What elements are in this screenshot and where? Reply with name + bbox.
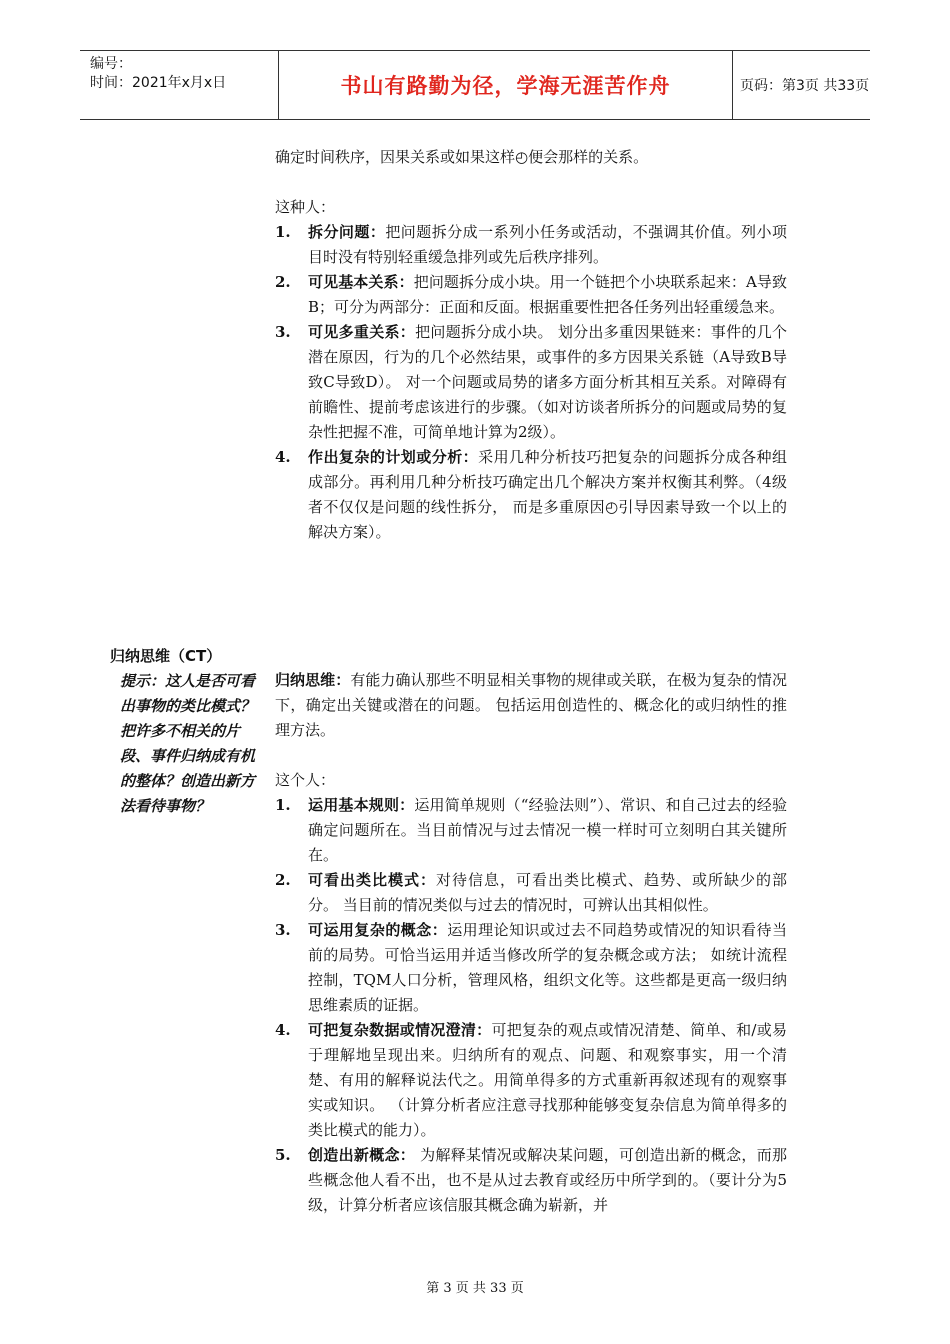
list-item — [275, 793, 787, 868]
page-label: 页码：第3页 共33页 — [740, 78, 870, 94]
list-item — [275, 918, 787, 1018]
intro-title: 归纳思维： — [275, 671, 351, 689]
item-title: 可见基本关系： — [308, 273, 414, 291]
item-title: 可运用复杂的概念： — [308, 921, 448, 939]
page-header — [80, 50, 870, 120]
list-item — [275, 1143, 787, 1218]
item-number: 5. — [275, 1146, 291, 1164]
item-title: 可见多重关系： — [308, 323, 416, 341]
list-item — [275, 220, 787, 270]
page-footer: 第 3 页 共 33 页 — [426, 1281, 524, 1296]
item-number: 4. — [275, 448, 291, 466]
number-label: 编号： — [90, 56, 132, 72]
section1-intro: 确定时间秩序，因果关系或如果这样◴便会那样的关系。 — [275, 148, 649, 166]
header-motto-cell — [278, 51, 733, 119]
section-analytic — [275, 145, 787, 545]
item-text: 可把复杂的观点或情况清楚、简单、和/或易于理解地呈现出来。归纳所有的观点、问题、和观察事实，用一个清楚、有用的解释说法代之。用简单得多的方式重新再叙述现有的观察事实或知识。 （计算分析者应注意寻找那种能够变复杂信息为简单得多的类比模式的能力）。 — [308, 1021, 787, 1139]
item-title: 可看出类比模式： — [308, 871, 436, 889]
list-item — [275, 1018, 787, 1143]
item-text: 对待信息，可看出类比模式、趋势、或所缺少的部分。 当目前的情况类似与过去的情况时，可辨认出其相似性。 — [308, 871, 787, 914]
intro-text: 有能力确认那些不明显相关事物的规律或关联，在极为复杂的情况下，确定出关键或潜在的问题。 包括运用创造性的、概念化的或归纳性的推理方法。 — [275, 671, 787, 739]
section2-heading: 归纳思维（CT） — [110, 647, 222, 665]
item-number: 3. — [275, 323, 291, 341]
section2-intro — [275, 668, 787, 743]
header-meta — [90, 51, 280, 123]
section2-hint: 提示：这人是否可看出事物的类比模式？把许多不相关的片段、事件归纳成有机的整体？创造出新方法看待事物？ — [120, 672, 256, 815]
section-inductive — [275, 668, 787, 1218]
item-number: 4. — [275, 1021, 291, 1039]
item-number: 2. — [275, 871, 291, 889]
list-item — [275, 445, 787, 545]
item-title: 作出复杂的计划或分析： — [308, 448, 479, 466]
item-title: 可把复杂数据或情况澄清： — [308, 1021, 492, 1039]
header-motto: 书山有路勤为径，学海无涯苦作舟 — [340, 74, 671, 98]
list-item — [275, 868, 787, 918]
list-item — [275, 270, 787, 320]
item-text: 把问题拆分成一系列小任务或活动，不强调其价值。列小项目时没有特别轻重缓急排列或先后秩序排列。 — [308, 223, 787, 266]
item-title: 拆分问题： — [308, 223, 386, 241]
item-text: 运用理论知识或过去不同趋势或情况的知识看待当前的局势。可恰当运用并适当修改所学的复杂概念或方法； 如统计流程控制，TQM人口分析，管理风格，组织文化等。这些都是更高一级归纳思维素质的证据。 — [308, 921, 787, 1014]
item-text: 把问题拆分成小块。用一个链把个小块联系起来：A导致B；可分为两部分：正面和反面。根据重要性把各任务列出轻重缓急来。 — [308, 273, 787, 316]
item-text: 采用几种分析技巧把复杂的问题拆分成各种组成部分。再利用几种分析技巧确定出几个解决方案并权衡其利弊。（4级者不仅仅是问题的线性拆分， 而是多重原因◴引导因素导致一个以上的解决方案）。 — [308, 448, 787, 541]
item-number: 3. — [275, 921, 291, 939]
section2-lead: 这个人： — [275, 771, 336, 789]
item-text: 把问题拆分成小块。 划分出多重因果链来：事件的几个潜在原因，行为的几个必然结果，或事件的多方因果关系链（A导致B导致C导致D）。 对一个问题或局势的诸多方面分析其相互关系。对障碍有前瞻性、提前考虑该进行的步骤。（如对访谈者所拆分的问题或局势的复杂性把握不准，可简单地计算为2级）。 — [308, 323, 787, 441]
item-number: 2. — [275, 273, 291, 291]
item-number: 1. — [275, 223, 291, 241]
item-title: 运用基本规则： — [308, 796, 415, 814]
list-item — [275, 320, 787, 445]
item-text: 运用简单规则（“经验法则”）、常识、和自己过去的经验确定问题所在。当目前情况与过去情况一模一样时可立刻明白其关键所在。 — [308, 796, 787, 864]
item-title: 创造出新概念： — [308, 1146, 416, 1164]
time-label: 时间：2021年x月x日 — [90, 75, 227, 91]
item-number: 1. — [275, 796, 291, 814]
section1-lead: 这种人： — [275, 198, 336, 216]
item-text: 为解释某情况或解决某问题，可创造出新的概念，而那些概念他人看不出，也不是从过去教育或经历中所学到的。（要计分为5级，计算分析者应该信服其概念确为崭新，并 — [308, 1146, 787, 1214]
